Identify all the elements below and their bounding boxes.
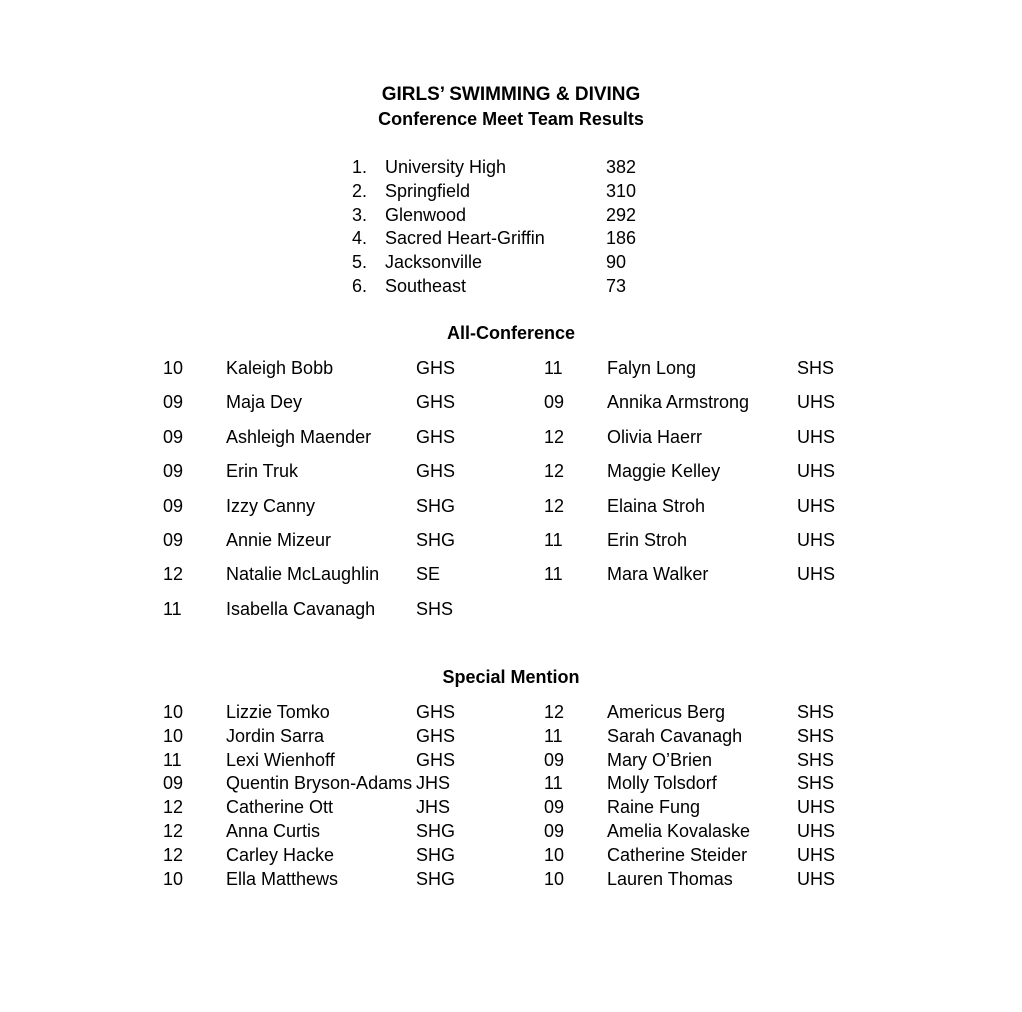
athlete-grade: 09 xyxy=(544,797,565,817)
athlete-grade: 10 xyxy=(163,869,184,889)
team-place: 2. xyxy=(352,181,368,201)
athlete-name: Erin Stroh xyxy=(607,530,688,550)
special-mention-heading: Special Mention xyxy=(442,667,580,687)
athlete-name: Annie Mizeur xyxy=(226,530,332,550)
athlete-grade: 09 xyxy=(544,750,565,770)
athlete-name: Catherine Steider xyxy=(607,845,748,865)
athlete-school: UHS xyxy=(797,869,836,889)
athlete-name: Kaleigh Bobb xyxy=(226,358,334,378)
team-place: 5. xyxy=(352,252,368,272)
athlete-name: Olivia Haerr xyxy=(607,427,703,447)
team-name: Jacksonville xyxy=(385,252,483,272)
all-conference-heading: All-Conference xyxy=(446,323,576,343)
team-score: 310 xyxy=(606,181,637,201)
athlete-grade: 12 xyxy=(544,496,565,516)
athlete-name: Erin Truk xyxy=(226,461,299,481)
athlete-name: Ella Matthews xyxy=(226,869,339,889)
athlete-name: Isabella Cavanagh xyxy=(226,599,376,619)
athlete-grade: 11 xyxy=(544,773,563,793)
team-place: 6. xyxy=(352,276,368,296)
athlete-school: UHS xyxy=(797,427,836,447)
athlete-grade: 10 xyxy=(163,726,184,746)
athlete-grade: 11 xyxy=(163,750,182,770)
athlete-grade: 10 xyxy=(163,702,184,722)
athlete-name: Izzy Canny xyxy=(226,496,316,516)
team-score: 90 xyxy=(606,252,627,272)
athlete-school: SHS xyxy=(797,773,835,793)
athlete-name: Sarah Cavanagh xyxy=(607,726,743,746)
athlete-school: GHS xyxy=(416,750,456,770)
athlete-name: Natalie McLaughlin xyxy=(226,564,380,584)
athlete-grade: 12 xyxy=(163,564,184,584)
athlete-grade: 11 xyxy=(544,358,563,378)
team-place: 1. xyxy=(352,157,368,177)
athlete-school: GHS xyxy=(416,358,456,378)
athlete-grade: 11 xyxy=(544,530,563,550)
athlete-grade: 09 xyxy=(163,773,184,793)
athlete-grade: 09 xyxy=(163,496,184,516)
athlete-grade: 10 xyxy=(544,869,565,889)
team-score: 292 xyxy=(606,205,637,225)
athlete-school: SHS xyxy=(797,750,835,770)
team-name: Glenwood xyxy=(385,205,467,225)
athlete-name: Maggie Kelley xyxy=(607,461,721,481)
athlete-name: Anna Curtis xyxy=(226,821,321,841)
athlete-name: Falyn Long xyxy=(607,358,697,378)
team-name: Springfield xyxy=(385,181,471,201)
athlete-school: SHS xyxy=(797,702,835,722)
athlete-grade: 12 xyxy=(544,427,565,447)
athlete-name: Carley Hacke xyxy=(226,845,335,865)
athlete-school: GHS xyxy=(416,702,456,722)
athlete-school: GHS xyxy=(416,461,456,481)
athlete-grade: 10 xyxy=(544,845,565,865)
athlete-grade: 12 xyxy=(163,797,184,817)
athlete-grade: 09 xyxy=(544,821,565,841)
page-subtitle: Conference Meet Team Results xyxy=(378,109,644,129)
athlete-grade: 12 xyxy=(163,845,184,865)
athlete-school: SHG xyxy=(416,496,456,516)
athlete-grade: 10 xyxy=(163,358,184,378)
team-place: 4. xyxy=(352,228,368,248)
athlete-name: Americus Berg xyxy=(607,702,726,722)
athlete-school: SHG xyxy=(416,845,456,865)
athlete-school: UHS xyxy=(797,564,836,584)
athlete-grade: 09 xyxy=(544,392,565,412)
athlete-school: SE xyxy=(416,564,441,584)
athlete-school: UHS xyxy=(797,530,836,550)
team-score: 73 xyxy=(606,276,627,296)
athlete-grade: 09 xyxy=(163,427,184,447)
team-name: University High xyxy=(385,157,507,177)
athlete-school: SHS xyxy=(416,599,454,619)
athlete-name: Raine Fung xyxy=(607,797,701,817)
athlete-school: SHG xyxy=(416,530,456,550)
team-name: Southeast xyxy=(385,276,467,296)
athlete-name: Annika Armstrong xyxy=(607,392,750,412)
athlete-school: GHS xyxy=(416,392,456,412)
athlete-school: UHS xyxy=(797,821,836,841)
athlete-name: Jordin Sarra xyxy=(226,726,325,746)
athlete-grade: 12 xyxy=(544,702,565,722)
athlete-name: Lizzie Tomko xyxy=(226,702,330,722)
team-score: 382 xyxy=(606,157,637,177)
athlete-name: Elaina Stroh xyxy=(607,496,706,516)
athlete-school: UHS xyxy=(797,461,836,481)
athlete-school: JHS xyxy=(416,797,451,817)
team-name: Sacred Heart-Griffin xyxy=(385,228,545,248)
athlete-name: Mary O’Brien xyxy=(607,750,713,770)
athlete-grade: 09 xyxy=(163,461,184,481)
athlete-name: Lexi Wienhoff xyxy=(226,750,335,770)
athlete-school: UHS xyxy=(797,797,836,817)
athlete-name: Mara Walker xyxy=(607,564,709,584)
athlete-grade: 12 xyxy=(163,821,184,841)
athlete-grade: 12 xyxy=(544,461,565,481)
athlete-name: Lauren Thomas xyxy=(607,869,733,889)
athlete-name: Amelia Kovalaske xyxy=(607,821,751,841)
athlete-school: UHS xyxy=(797,845,836,865)
athlete-name: Quentin Bryson-Adams xyxy=(226,773,413,793)
team-score: 186 xyxy=(606,228,637,248)
athlete-school: JHS xyxy=(416,773,451,793)
athlete-school: SHG xyxy=(416,821,456,841)
athlete-name: Maja Dey xyxy=(226,392,303,412)
athlete-name: Catherine Ott xyxy=(226,797,334,817)
athlete-school: SHS xyxy=(797,726,835,746)
athlete-grade: 09 xyxy=(163,392,184,412)
athlete-school: UHS xyxy=(797,496,836,516)
athlete-name: Ashleigh Maender xyxy=(226,427,372,447)
team-place: 3. xyxy=(352,205,368,225)
athlete-school: GHS xyxy=(416,726,456,746)
athlete-school: SHG xyxy=(416,869,456,889)
athlete-grade: 11 xyxy=(163,599,182,619)
athlete-school: GHS xyxy=(416,427,456,447)
athlete-name: Molly Tolsdorf xyxy=(607,773,717,793)
athlete-grade: 11 xyxy=(544,564,563,584)
athlete-grade: 11 xyxy=(544,726,563,746)
athlete-school: UHS xyxy=(797,392,836,412)
page-title: GIRLS’ SWIMMING & DIVING xyxy=(381,84,641,105)
athlete-school: SHS xyxy=(797,358,835,378)
athlete-grade: 09 xyxy=(163,530,184,550)
